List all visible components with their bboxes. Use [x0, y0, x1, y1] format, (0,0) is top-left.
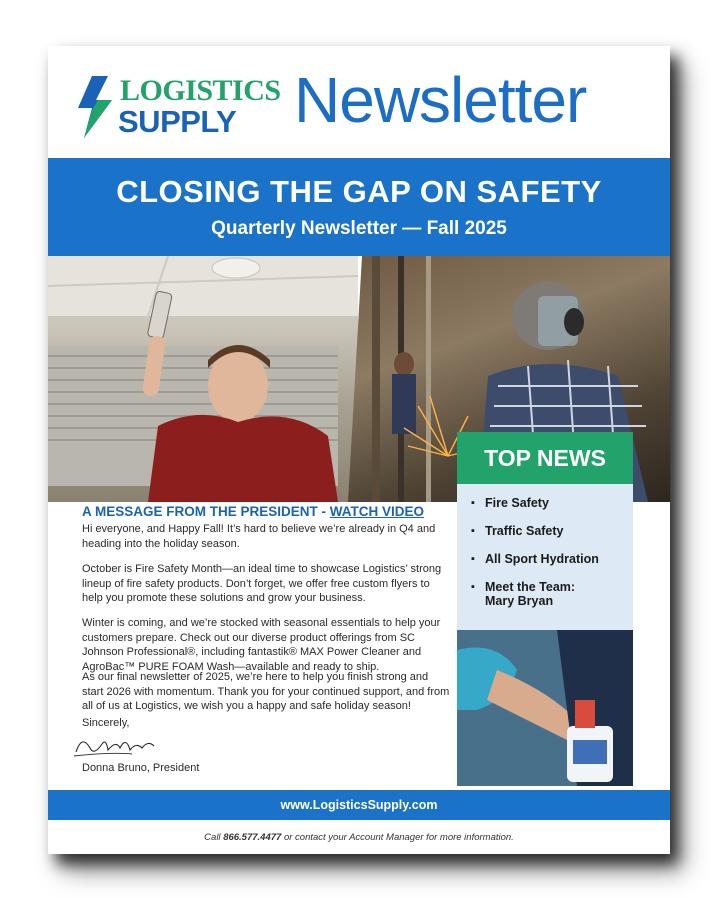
- contact-note: Call 866.577.4477 or contact your Account Manager for more information.: [204, 832, 514, 843]
- banner-subtitle: Quarterly Newsletter — Fall 2025: [211, 218, 507, 239]
- website-bar[interactable]: www.LogisticsSupply.com: [48, 790, 670, 820]
- photo-smoke-detector-test: [48, 256, 358, 502]
- logistics-supply-logo: [78, 74, 281, 139]
- newsletter-title: Newsletter: [294, 64, 587, 136]
- message-paragraph: Winter is coming, and we’re stocked with seasonal essentials to help your customers prepare. Check out our diverse product offerings from SC Johnson Professional®, including fantastik® MAX Power Cleaner and AgroBac™ PURE FOAM Wash—available and ready to ship.: [82, 617, 441, 673]
- top-news-item-meet-team[interactable]: ▪ Meet the Team: Mary Bryan: [471, 580, 605, 608]
- phone-number[interactable]: 866.577.4477: [223, 832, 282, 843]
- top-news-sidebar: [457, 484, 633, 630]
- signer-name: Donna Bruno, President: [82, 762, 200, 774]
- logo-text-top: LOGISTICS: [120, 74, 281, 107]
- top-news-heading: TOP NEWS: [457, 432, 633, 484]
- newsletter-page: [48, 46, 670, 854]
- logo-text-bottom: SUPPLY: [118, 104, 237, 139]
- top-news-item-traffic-safety[interactable]: ▪ Traffic Safety: [471, 524, 633, 538]
- message-paragraph: October is Fire Safety Month—an ideal time to showcase Logistics’ strong lineup of fire safety products. Don’t forget, we offer free custom flyers to help you promote these solutions and grow your business.: [82, 563, 442, 605]
- message-paragraph: As our final newsletter of 2025, we’re here to help you finish strong and start 2026 with momentum. Thank you for your continued support, and from all of us at Logistics, we wish you a happy and safe holiday season!: [82, 671, 450, 713]
- photo-cleaning-spray: [457, 630, 633, 786]
- president-message-heading: A MESSAGE FROM THE PRESIDENT - WATCH VIDEO: [82, 504, 425, 519]
- headline-banner: [48, 158, 670, 256]
- watch-video-link[interactable]: WATCH VIDEO: [329, 504, 425, 519]
- top-news-item-fire-safety[interactable]: ▪ Fire Safety: [471, 496, 633, 510]
- bolt-logo-icon: [78, 76, 118, 138]
- top-news-item-hydration[interactable]: ▪ All Sport Hydration: [471, 552, 633, 566]
- closing-text: Sincerely,: [82, 717, 130, 729]
- banner-headline: CLOSING THE GAP ON SAFETY: [116, 174, 602, 209]
- message-paragraph: Hi everyone, and Happy Fall! It’s hard to believe we’re already in Q4 and heading into the holiday season.: [82, 523, 436, 550]
- signature-mark: [72, 732, 162, 760]
